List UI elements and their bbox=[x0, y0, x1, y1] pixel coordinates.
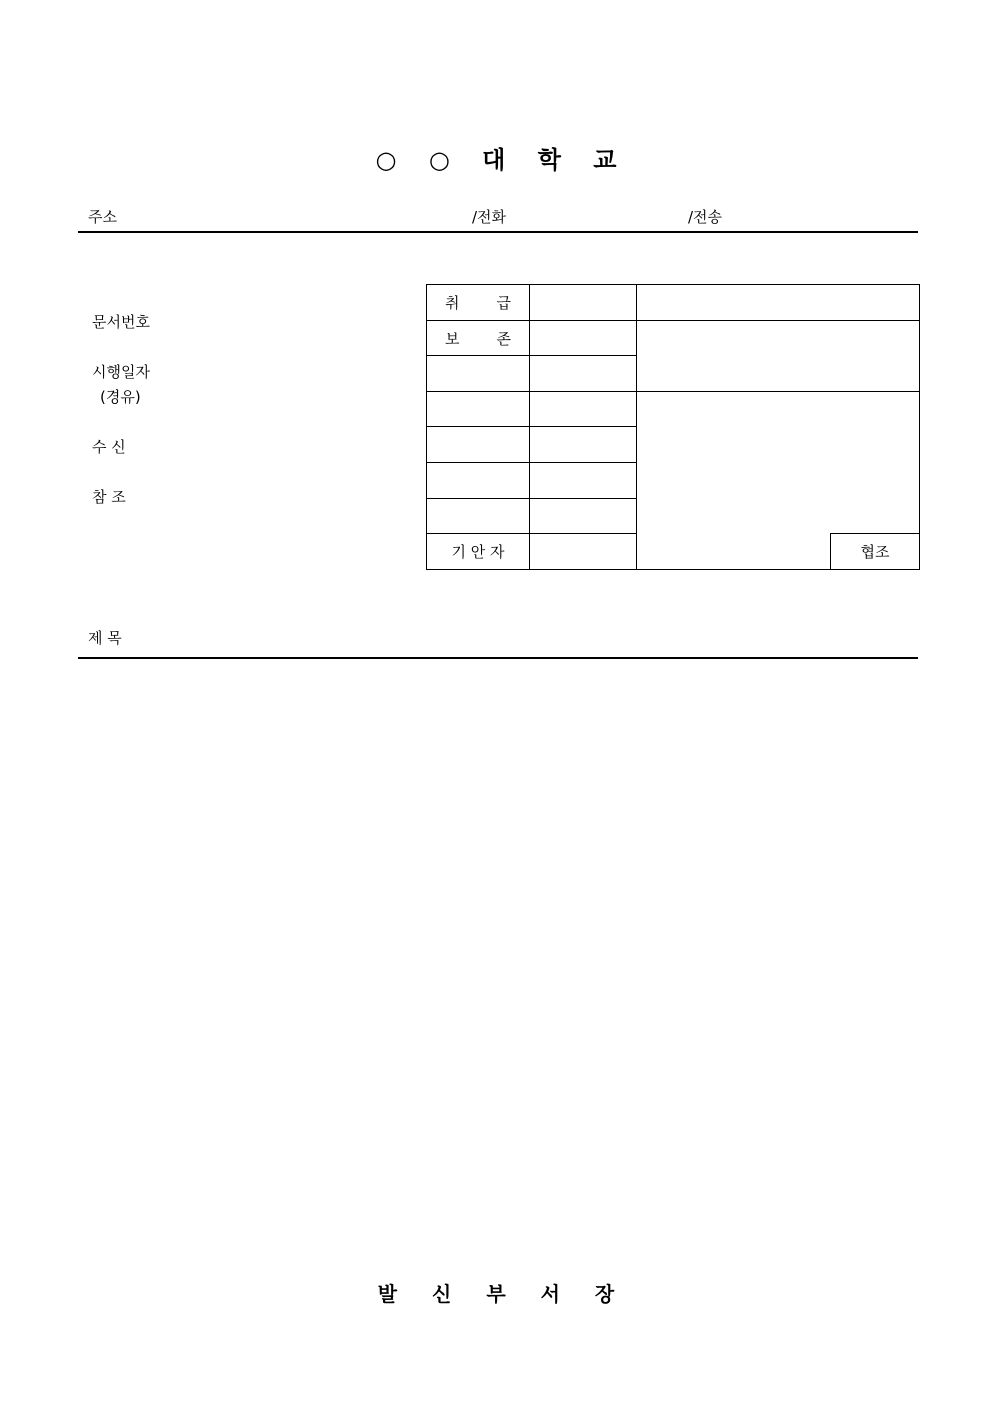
review-area-bottom-cell[interactable] bbox=[637, 534, 831, 570]
handling-label-cell bbox=[427, 285, 530, 321]
approval-label-cell[interactable] bbox=[427, 392, 530, 427]
cooperation-cell bbox=[831, 534, 920, 570]
drafter-value-cell[interactable] bbox=[530, 534, 637, 570]
sender-char: 부 bbox=[486, 1282, 506, 1306]
drafter-label: 기 안 자 bbox=[451, 543, 505, 561]
recipient-label: 수 신 bbox=[92, 438, 126, 456]
review-area-cell[interactable] bbox=[637, 392, 920, 534]
handling-value-cell[interactable] bbox=[530, 285, 637, 321]
reference-label: 참 조 bbox=[92, 488, 126, 506]
title-char: ○ bbox=[375, 146, 397, 174]
issue-date-label: 시행일자 bbox=[92, 363, 150, 381]
approval-value-cell[interactable] bbox=[530, 463, 637, 499]
fax-label: /전송 bbox=[688, 208, 723, 226]
doc-number-label: 문서번호 bbox=[92, 313, 150, 331]
title-char: 대 bbox=[482, 146, 506, 174]
preservation-notes-cell[interactable] bbox=[637, 321, 920, 392]
title-char: 학 bbox=[537, 146, 561, 174]
preservation-char: 보 bbox=[445, 329, 460, 348]
phone-label: /전화 bbox=[472, 208, 507, 226]
subject-divider bbox=[78, 657, 918, 659]
preservation-label-cell bbox=[427, 321, 530, 356]
subject-label: 제 목 bbox=[88, 629, 122, 647]
cooperation-label: 협조 bbox=[860, 543, 890, 561]
via-label: (경유) bbox=[100, 388, 141, 406]
handling-char: 취 bbox=[445, 294, 460, 312]
document-title bbox=[0, 140, 992, 175]
header-divider bbox=[78, 231, 918, 233]
approval-table bbox=[426, 284, 920, 570]
handling-notes-cell[interactable] bbox=[637, 285, 920, 321]
preservation-char: 존 bbox=[496, 329, 511, 348]
preservation-value-cell[interactable] bbox=[530, 321, 637, 356]
approval-label-cell[interactable] bbox=[427, 463, 530, 499]
approval-value-cell[interactable] bbox=[530, 392, 637, 427]
sender-char: 발 bbox=[377, 1282, 398, 1306]
address-label: 주소 bbox=[88, 208, 117, 226]
handling-char: 급 bbox=[496, 294, 511, 312]
approval-label-cell[interactable] bbox=[427, 499, 530, 534]
sender-char: 신 bbox=[432, 1282, 452, 1306]
approval-value-cell[interactable] bbox=[530, 499, 637, 534]
approval-value-cell[interactable] bbox=[530, 427, 637, 463]
sender-char: 서 bbox=[540, 1282, 560, 1306]
approval-label-cell[interactable] bbox=[427, 356, 530, 392]
sender-char: 장 bbox=[594, 1282, 615, 1306]
drafter-label-cell bbox=[427, 534, 530, 570]
approval-value-cell[interactable] bbox=[530, 356, 637, 392]
title-char: 교 bbox=[593, 146, 617, 174]
title-char: ○ bbox=[428, 146, 450, 174]
approval-label-cell[interactable] bbox=[427, 427, 530, 463]
sender-department-head bbox=[0, 1278, 992, 1307]
